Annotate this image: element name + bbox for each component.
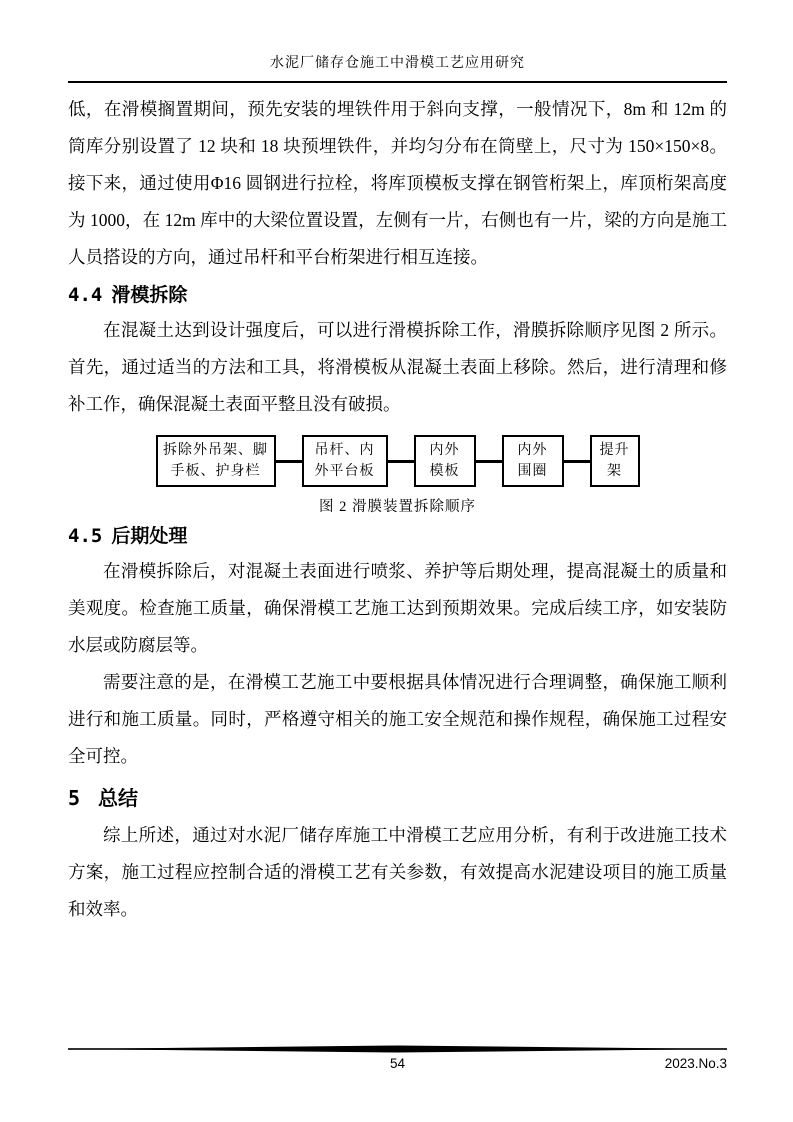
section-4-5-paragraph-1: 在滑模拆除后，对混凝土表面进行喷浆、养护等后期处理，提高混凝土的质量和美观度。检查施工质量，确保滑模工艺施工达到预期效果。完成后续工序，如安装防水层或防腐层等。	[68, 561, 727, 655]
page-content	[68, 54, 727, 928]
running-head-title: 水泥厂储存仓施工中滑模工艺应用研究	[68, 54, 727, 83]
flow-box-2	[302, 435, 388, 487]
paragraph-continuation: 低，在滑模搁置期间，预先安装的埋铁件用于斜向支撑，一般情况下，8m 和 12m 的筒库分别设置了 12 块和 18 块预埋铁件，并均匀分布在筒壁上，尺寸为 150×150×8。接下来，通过使用Φ16 圆钢进行拉栓，将库顶模板支撑在钢管桁架上，库顶桁架高度为 1000，在 12m 库中的大梁位置设置，左侧有一片，右侧也有一片，梁的方向是施工人员搭设的方向，通过吊杆和平台桁架进行相互连接。	[68, 99, 727, 267]
flow-box-4	[502, 435, 564, 487]
flow-box-5-line1: 提升	[599, 443, 630, 458]
flow-connector	[276, 460, 302, 463]
flow-box-3-line2: 模板	[429, 464, 460, 479]
footer-rule	[68, 1045, 727, 1054]
flow-box-5	[590, 435, 640, 487]
issue-label: 2023.No.3	[664, 1056, 727, 1071]
section-4-4-paragraph: 在混凝土达到设计强度后，可以进行滑模拆除工作，滑膜拆除顺序见图 2 所示。首先，通过适当的方法和工具，将滑模板从混凝土表面上移除。然后，进行清理和修补工作，确保混凝土表面平整且没有破损。	[68, 320, 727, 414]
footer-text-row	[68, 1055, 727, 1073]
figure-caption: 图 2 滑膜装置拆除顺序	[319, 499, 476, 515]
section-4-5-paragraph-2: 需要注意的是，在滑模工艺施工中要根据具体情况进行合理调整，确保施工顺利进行和施工质量。同时，严格遵守相关的施工安全规范和操作规程，确保施工过程安全可控。	[68, 672, 727, 766]
flow-box-2-line2: 外平台板	[314, 464, 375, 479]
section-title: 后期处理	[111, 526, 188, 547]
section-number: 5	[68, 786, 81, 810]
section-title: 滑模拆除	[111, 285, 188, 306]
flow-connector	[476, 460, 502, 463]
section-number: 4.4	[68, 284, 103, 306]
flow-box-4-line1: 内外	[517, 443, 548, 458]
page-number: 54	[389, 1056, 406, 1071]
section-number: 4.5	[68, 525, 103, 547]
flow-connector	[388, 460, 414, 463]
flow-box-1-line1: 拆除外吊架、脚	[163, 443, 268, 458]
section-heading-4-5	[68, 523, 727, 550]
section-title: 总结	[98, 788, 139, 810]
flow-box-3	[414, 435, 476, 487]
section-heading-4-4	[68, 282, 727, 309]
flow-box-1	[156, 435, 276, 487]
flow-box-5-line2: 架	[607, 464, 622, 479]
flowchart	[68, 435, 727, 487]
flow-box-3-line1: 内外	[429, 443, 460, 458]
figure-2	[68, 435, 727, 517]
flow-connector	[564, 460, 590, 463]
flow-box-2-line1: 吊杆、内	[314, 443, 375, 458]
flow-box-4-line2: 围圈	[517, 464, 548, 479]
page-footer	[68, 1045, 727, 1073]
section-heading-5	[68, 785, 727, 812]
section-5-paragraph: 综上所述，通过对水泥厂储存库施工中滑模工艺应用分析，有利于改进施工技术方案，施工过程应控制合适的滑模工艺有关参数，有效提高水泥建设项目的施工质量和效率。	[68, 825, 727, 919]
flow-box-1-line2: 手板、护身栏	[170, 464, 261, 479]
